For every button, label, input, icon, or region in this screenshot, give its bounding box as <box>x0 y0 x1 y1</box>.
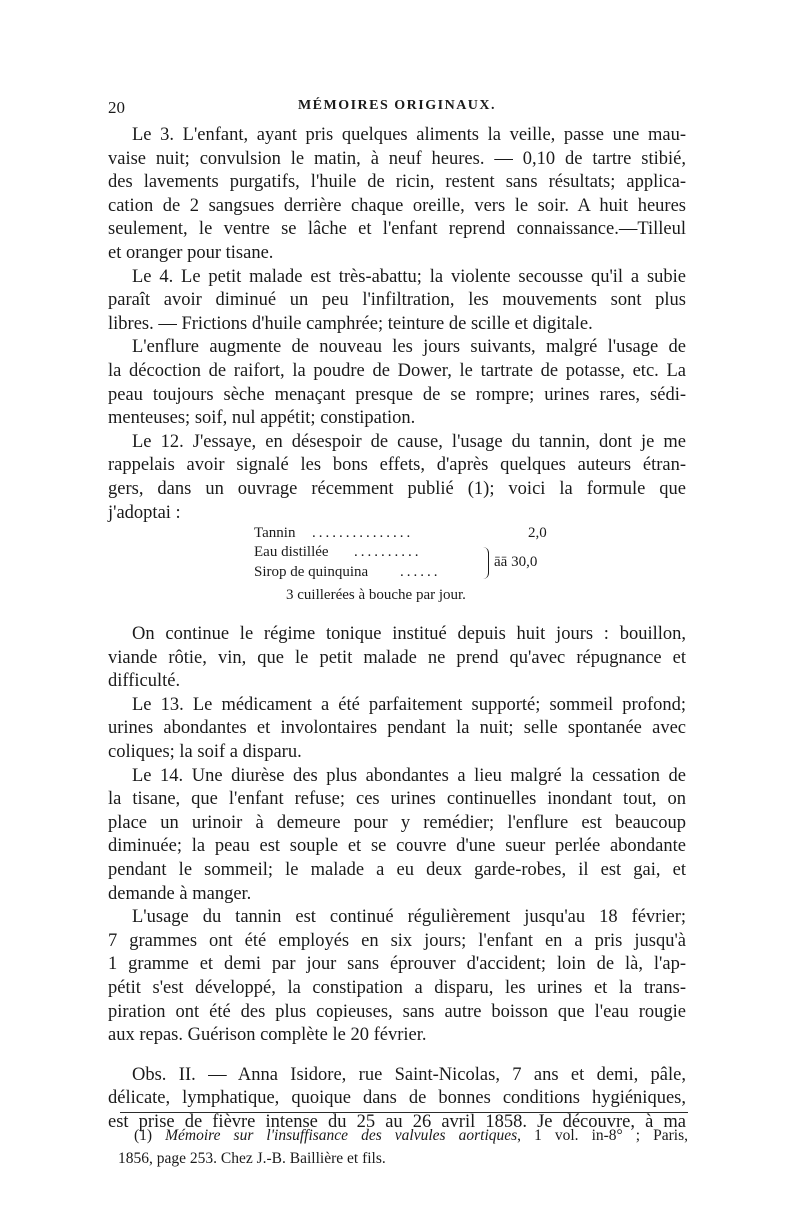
formula-value-shared: āā 30,0 <box>494 554 538 571</box>
formula-ingredient-syrup: Sirop de quinquina <box>254 564 369 581</box>
text-line: diminuée; la peau est souple et se couvre d'une sueur perlée abondante <box>108 836 686 857</box>
paragraph-day-12 <box>108 431 686 525</box>
text-line: gers, dans un ouvrage récemment publié (1); voici la formule que <box>108 478 686 499</box>
text-line: des lavements purgatifs, l'huile de ricin, restent sans résultats; applica- <box>108 172 686 193</box>
text-line: la décoction de raifort, la poudre de Dower, le tartrate de potasse, etc. La <box>108 360 686 381</box>
text-line: viande rôtie, vin, que le petit malade ne prend qu'avec répugnance et <box>108 647 686 668</box>
footnote-line <box>118 1124 688 1147</box>
footnote <box>118 1124 688 1170</box>
prescription-formula <box>108 525 686 611</box>
text-line: L'enflure augmente de nouveau les jours suivants, malgré l'usage de <box>132 337 686 358</box>
text-line: Le 4. Le petit malade est très-abattu; la violente secousse qu'il a subie <box>132 266 686 287</box>
footnote-line: 1856, page 253. Chez J.-B. Baillière et fils. <box>118 1150 386 1167</box>
text-line: est prise de fièvre intense du 25 au 26 avril 1858. Je découvre, à ma <box>108 1111 686 1132</box>
paragraph-day-13 <box>108 694 686 765</box>
text-line: rappelais avoir signalé les bons effets, d'après quelques auteurs étran- <box>108 455 686 476</box>
paragraph-day-14 <box>108 765 686 907</box>
text-line: vaise nuit; convulsion le matin, à neuf heures. — 0,10 de tartre stibié, <box>108 148 686 169</box>
text-line: demande à manger. <box>108 883 252 904</box>
text-line: aux repas. Guérison complète le 20 février. <box>108 1025 427 1046</box>
text-line: piration ont été des plus copieuses, sans autre boisson que l'eau rougie <box>108 1001 686 1022</box>
text-line: peau toujours sèche menaçant presque de se rompre; urines rares, sédi- <box>108 384 686 405</box>
text-line: Le 3. L'enfant, ayant pris quelques aliments la veille, passe une mau- <box>132 125 686 145</box>
text-line: libres. — Frictions d'huile camphrée; teinture de scille et digitale. <box>108 313 593 334</box>
formula-ingredient-water: Eau distillée <box>254 544 329 561</box>
formula-value-tannin: 2,0 <box>528 525 547 542</box>
text-line: paraît avoir diminué un peu l'infiltration, les mouvements sont plus <box>108 290 686 311</box>
text-line: On continue le régime tonique institué depuis huit jours : bouillon, <box>132 624 686 645</box>
text-line: Le 12. J'essaye, en désespoir de cause, l'usage du tannin, dont je me <box>132 431 686 452</box>
footnote-text: , 1 vol. in-8° ; Paris, <box>517 1127 689 1144</box>
spacer <box>108 1048 686 1064</box>
text-line: L'usage du tannin est continué régulièrement jusqu'au 18 février; <box>132 907 686 928</box>
text-line: Le 14. Une diurèse des plus abondantes a lieu malgré la cessation de <box>132 765 686 786</box>
page-header <box>108 98 686 124</box>
page-number: 20 <box>108 98 125 117</box>
text-line: j'adoptai : <box>108 502 181 523</box>
paragraph-day-4 <box>108 266 686 337</box>
footnote-marker: (1) <box>134 1127 153 1144</box>
text-line: Le 13. Le médicament a été parfaitement supporté; sommeil profond; <box>132 694 686 715</box>
text-line: difficulté. <box>108 671 181 692</box>
paragraph-day-3 <box>108 124 686 266</box>
page-content <box>108 98 686 1135</box>
text-line: pendant le sommeil; le malade a eu deux garde-robes, il est gai, et <box>108 860 686 881</box>
paragraph-swelling <box>108 336 686 430</box>
formula-ingredient-tannin: Tannin <box>254 525 296 542</box>
text-line: la tisane, que l'enfant refuse; ces urines continuelles inondant tout, on <box>108 789 686 810</box>
footnote-title: Mémoire sur l'insuffisance des valvules aortiques <box>165 1127 518 1144</box>
spacer <box>108 611 686 623</box>
text-line: urines abondantes et involontaires pendant la nuit; selle spontanée avec <box>108 718 686 739</box>
formula-dots: ...... <box>400 564 441 581</box>
formula-brace <box>482 547 489 579</box>
text-line: 1 gramme et demi par jour sans éprouver d'accident; loin de là, l'ap- <box>108 954 686 975</box>
footnote-rule <box>120 1112 688 1113</box>
formula-dosage: 3 cuillerées à bouche par jour. <box>286 587 466 604</box>
text-line: coliques; la soif a disparu. <box>108 742 302 763</box>
text-line: et oranger pour tisane. <box>108 242 274 263</box>
text-line: cation de 2 sangsues derrière chaque oreille, vers le soir. A huit heures <box>108 195 686 216</box>
paragraph-tannin-use <box>108 906 686 1048</box>
text-line: délicate, lymphatique, quoique dans de bonnes conditions hygiéniques, <box>108 1088 686 1109</box>
text-line: place un urinoir à demeure pour y remédier; l'enflure est beaucoup <box>108 812 686 833</box>
formula-dots: .......... <box>354 544 422 561</box>
formula-dots: ............... <box>312 525 414 542</box>
paragraph-regimen <box>108 623 686 694</box>
text-line: menteuses; soif, nul appétit; constipation. <box>108 408 416 429</box>
text-line: Obs. II. — Anna Isidore, rue Saint-Nicolas, 7 ans et demi, pâle, <box>132 1064 686 1085</box>
text-line: pétit s'est développé, la constipation a disparu, les urines et la trans- <box>108 978 686 998</box>
running-title: MÉMOIRES ORIGINAUX. <box>297 98 497 113</box>
text-line: seulement, le ventre se lâche et l'enfant reprend connaissance.—Tilleul <box>108 219 686 240</box>
text-line: 7 grammes ont été employés en six jours; l'enfant en a pris jusqu'à <box>108 930 686 951</box>
